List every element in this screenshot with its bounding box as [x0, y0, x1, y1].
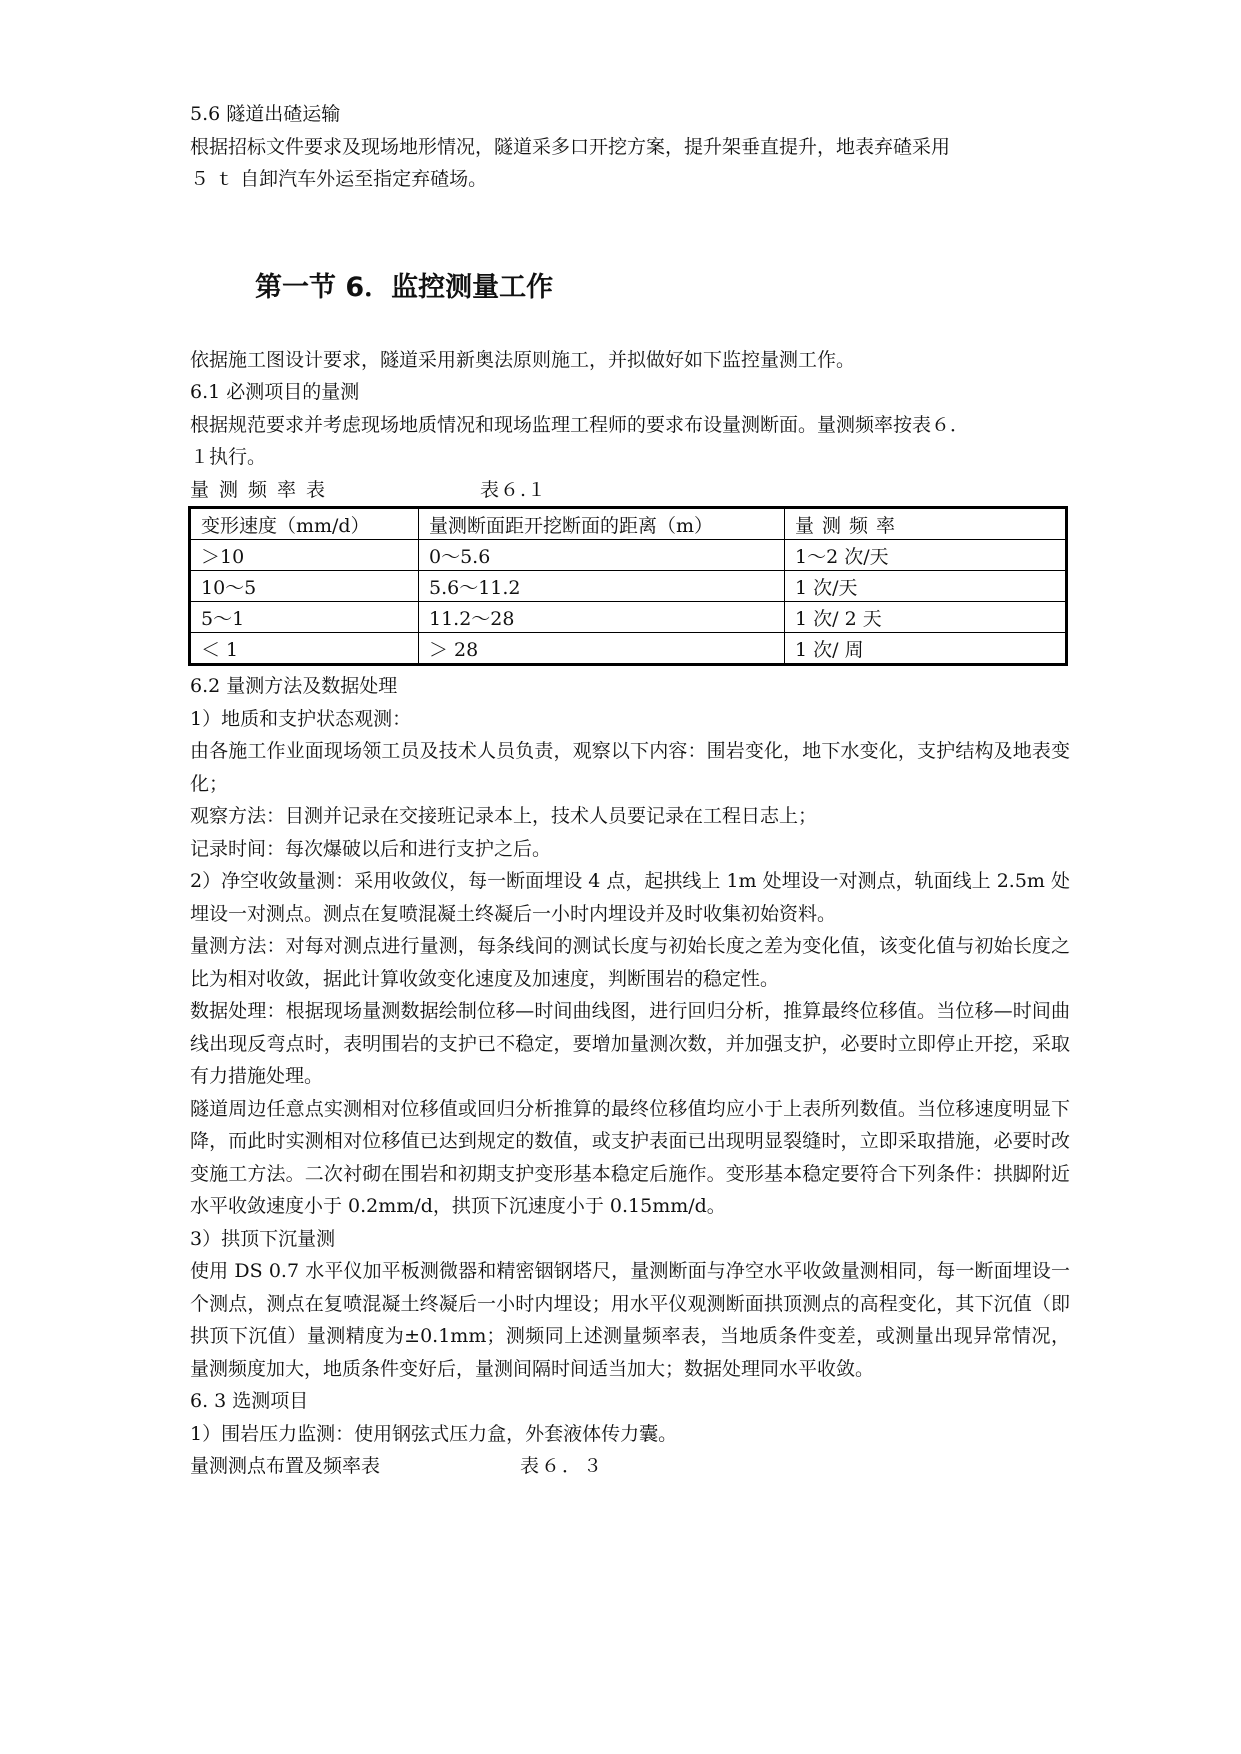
section-5-6-body-cont: ５ ｔ 自卸汽车外运至指定弃碴场。	[190, 168, 488, 190]
section-6-1-title: 6.1 必测项目的量测	[190, 381, 360, 403]
section-5-6-title: 5.6 隧道出碴运输	[190, 103, 341, 125]
document-page	[190, 98, 1070, 1483]
item-3-title: 3）拱顶下沉量测	[190, 1227, 336, 1250]
item-2-method-paragraph: 量测方法：对每对测点进行量测，每条线间的测试长度与初始长度之差为变化值，该变化值与初始长度之比为相对收敛，据此计算收敛变化速度及加速度，判断围岩的稳定性。	[190, 935, 1070, 990]
table-row	[190, 571, 1067, 602]
table-cell: ＞10	[190, 540, 419, 571]
table-6-3-caption	[190, 1450, 1070, 1483]
table-header-cell: 量测频率	[785, 508, 1067, 540]
section-6-1-body: 根据规范要求并考虑现场地质情况和现场监理工程师的要求布设量测断面。量测频率按表６．	[190, 413, 970, 436]
table-number: 表６.１	[480, 478, 548, 501]
item-1-title: 1）地质和支护状态观测：	[190, 707, 412, 730]
table-cell: 0～5.6	[419, 540, 785, 571]
table-cell: ＜ 1	[190, 633, 419, 665]
table-cell: 10～5	[190, 571, 419, 602]
item-3-paragraph: 使用 DS 0.7 水平仪加平板测微器和精密铟钢塔尺，量测断面与净空水平收敛量测相同，每一断面埋设一个测点，测点在复喷混凝土终凝后一小时内埋设；用水平仪观测断面拱顶测点的高程变化，其下沉值（即拱顶下沉值）量测精度为±0.1mm；测频同上述测量频率表，当地质条件变差，或测量出现异常情况，量测频度加大，地质条件变好后，量测间隔时间适当加大；数据处理同水平收敛。	[190, 1260, 1070, 1380]
table-6-3-title: 量测测点布置及频率表	[190, 1455, 381, 1477]
table-cell: 1 次/天	[785, 571, 1067, 602]
section-6-3-item-1: 1）围岩压力监测：使用钢弦式压力盒，外套液体传力囊。	[190, 1422, 678, 1445]
item-2-data-paragraph: 数据处理：根据现场量测数据绘制位移—时间曲线图，进行回归分析，推算最终位移值。当位移—时间曲线出现反弯点时，表明围岩的支护已不稳定，要增加量测次数，并加强支护，必要时立即停止开挖，采取有力措施处理。	[190, 1000, 1070, 1087]
table-cell: 1 次/ 周	[785, 633, 1067, 665]
table-cell: 5.6～11.2	[419, 571, 785, 602]
section-6-3-title: 6. 3 选测项目	[190, 1390, 309, 1412]
item-1-record-time: 记录时间：每次爆破以后和进行支护之后。	[190, 837, 552, 860]
item-2-criteria-paragraph: 隧道周边任意点实测相对位移值或回归分析推算的最终位移值均应小于上表所列数值。当位移速度明显下降，而此时实测相对位移值已达到规定的数值，或支护表面已出现明显裂缝时，立即采取措施，必要时改变施工方法。二次衬砌在围岩和初期支护变形基本稳定后施作。变形基本稳定要符合下列条件：拱脚附近水平收敛速度小于 0.2mm/d，拱顶下沉速度小于 0.15mm/d。	[190, 1097, 1070, 1217]
table-cell: 5～1	[190, 602, 419, 633]
table-cell: ＞ 28	[419, 633, 785, 665]
measurement-frequency-table	[188, 506, 1068, 666]
chapter-heading: 第一节 6．监控测量工作	[255, 271, 554, 303]
table-caption	[190, 474, 1070, 507]
table-header-row	[190, 508, 1067, 540]
item-2-paragraph: 2）净空收敛量测：采用收敛仪，每一断面埋设 4 点，起拱线上 1m 处埋设一对测点，轨面线上 2.5m 处埋设一对测点。测点在复喷混凝土终凝后一小时内埋设并及时收集初始资料。	[190, 870, 1070, 925]
table-row	[190, 602, 1067, 633]
section-6-2-title: 6.2 量测方法及数据处理	[190, 675, 398, 697]
table-6-3-number: 表６．３	[520, 1455, 605, 1477]
section-5-6-body: 根据招标文件要求及现场地形情况，隧道采多口开挖方案，提升架垂直提升，地表弃碴采用	[190, 135, 951, 158]
table-row	[190, 633, 1067, 665]
intro-paragraph: 依据施工图设计要求，隧道采用新奥法原则施工，并拟做好如下监控量测工作。	[190, 348, 856, 371]
table-title: 量测频率表	[190, 478, 336, 501]
table-cell: 1 次/ 2 天	[785, 602, 1067, 633]
table-header-cell: 变形速度（mm/d）	[190, 508, 419, 540]
item-1-observation-method: 观察方法：目测并记录在交接班记录本上，技术人员要记录在工程日志上；	[190, 805, 818, 827]
item-1-paragraph: 由各施工作业面现场领工员及技术人员负责，观察以下内容：围岩变化，地下水变化，支护结构及地表变化；	[190, 740, 1070, 795]
table-header-cell: 量测断面距开挖断面的距离（m）	[419, 508, 785, 540]
table-row	[190, 540, 1067, 571]
section-6-1-body-cont: １执行。	[190, 446, 267, 468]
table-cell: 11.2～28	[419, 602, 785, 633]
table-cell: 1～2 次/天	[785, 540, 1067, 571]
